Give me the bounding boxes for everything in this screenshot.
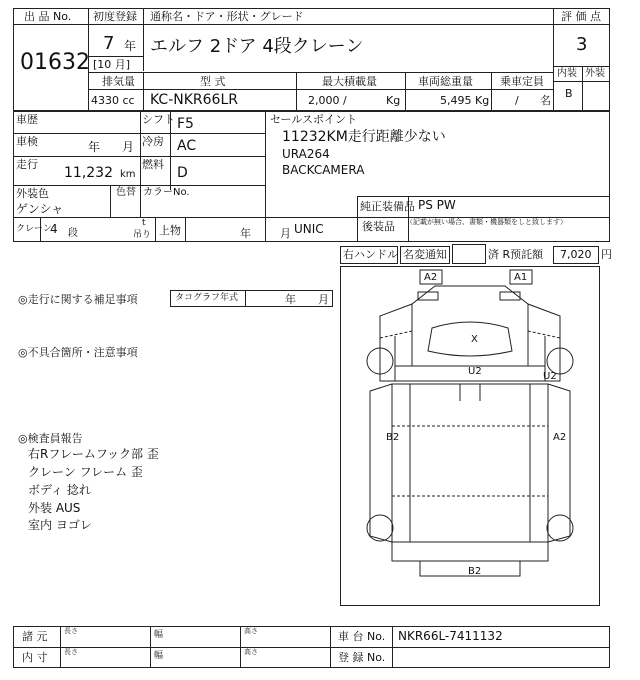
retrofit-note: （記載が無い場合、書類・機器類をしと致します） [406,218,567,226]
mark-a2-right: A2 [553,432,567,443]
capacity-label: 乗車定員 [500,75,544,88]
inspection-month: 月 [122,140,135,154]
upper-label: 上物 [159,224,181,237]
driving-notes-label: ◎走行に関する補足事項 [18,293,138,306]
color-code-label: カラーNo. [143,187,190,198]
height-label: 高さ [244,627,258,635]
tacho-year: 年 [285,293,296,306]
interior-label: 内装 [557,68,577,79]
inspector-label: ◎検査員報告 [18,432,83,445]
cargo-label: 内 寸 [22,651,48,664]
rhd-label: 右ハンドル [343,248,398,261]
grade-value: 3 [576,34,588,55]
mileage-value: 11,232 [64,165,113,181]
reg-month-value: [10 月] [93,58,131,71]
max-load-label: 最大積載量 [322,75,377,88]
height-label-2: 高さ [244,648,258,656]
crane-ton-unit-top: t [142,218,146,228]
mark-u2-front: U2 [468,366,482,377]
mark-b2-left: B2 [386,432,400,443]
equipment-label: 純正装備品 [360,200,415,213]
inspector-line-4: 外装 AUS [28,501,81,515]
crane-ton-unit-bottom: 吊り [133,230,152,240]
mark-a1-top: A1 [514,272,528,283]
retrofit-label: 後装品 [362,220,395,233]
exterior-color-value: ゲンシャ [16,202,64,216]
crane-label: クレーン [16,224,52,234]
sales-point-line-3: BACKCAMERA [282,163,365,177]
gross-weight-unit: Kg [475,94,490,107]
shift-value: F5 [177,116,194,132]
upper-month: 月 [280,227,291,240]
deposit-unit: 円 [601,248,612,261]
length-label: 長さ [64,627,78,635]
sales-point-line-1: 11232KM走行距離少ない [282,129,446,145]
color-change-label: 色替 [116,187,136,198]
inspection-year: 年 [88,140,101,154]
mark-a2-top: A2 [424,272,438,283]
inspector-line-3: ボディ 捻れ [28,483,91,497]
length-label-2: 長さ [64,648,78,656]
exterior-color-label: 外装色 [16,187,49,200]
mark-x: X [471,334,478,345]
model-value: KC-NKR66LR [150,92,238,108]
history-label: 車歴 [16,113,38,126]
inspector-line-1: 右Rフレームフック部 歪 [28,447,159,461]
displacement-value: 4330 cc [91,94,135,107]
max-load-unit: Kg [386,94,401,107]
fuel-label: 燃料 [142,158,164,171]
sales-point-line-2: URA264 [282,147,330,161]
deposit-value: 7,020 [560,248,592,261]
width-label: 幅 [154,630,164,640]
fuel-value: D [177,165,188,181]
registration-label: 登 録 No. [338,651,386,664]
reg-year-unit: 年 [124,39,137,53]
inspector-line-2: クレーン フレーム 歪 [28,465,143,479]
exterior-label: 外装 [585,68,605,79]
dims-label: 諸 元 [22,630,48,643]
crane-stage-unit: 段 [68,228,78,239]
name-label: 通称名・ドア・形状・グレード [150,10,304,23]
car-name: エルフ 2ドア 4段クレーン [150,36,364,57]
gross-weight-label: 車両総重量 [418,75,473,88]
mark-u2-right: U2 [543,371,557,382]
width-label-2: 幅 [154,651,164,661]
crane-stages: 4 [50,222,58,236]
upper-value: UNIC [294,222,324,236]
name-change-check [452,244,486,264]
grade-label: 評 価 点 [561,10,601,23]
displacement-label: 排気量 [102,75,135,88]
inspection-label: 車検 [16,135,38,148]
name-change-label: 名変通知 [403,248,447,261]
chassis-label: 車 台 No. [338,630,386,643]
max-load-value: 2,000 / [308,94,347,107]
capacity-value: / [515,94,519,107]
mileage-label: 走行 [16,158,38,171]
capacity-unit: 名 [540,94,551,107]
lot-label: 出 品 No. [24,10,72,23]
first-reg-label: 初度登録 [93,10,137,23]
tacho-label: タコグラフ年式 [175,293,239,303]
gross-weight-value: 5,495 [440,94,472,107]
defects-label: ◎不具合箇所・注意事項 [18,346,138,359]
mileage-unit: km [120,169,136,180]
reg-year-value: 7 [103,33,115,54]
ac-value: AC [177,138,197,154]
ac-label: 冷房 [142,135,164,148]
chassis-value: NKR66L-7411132 [398,629,503,643]
tacho-month: 月 [318,293,329,306]
r-check-label: 済 R预託額 [488,248,544,261]
interior-value: B [565,87,573,100]
upper-year: 年 [240,227,251,240]
inspector-line-5: 室内 ヨゴレ [28,518,92,532]
mark-b2-bottom: B2 [468,566,482,577]
equipment-value: PS PW [418,198,456,212]
sales-points-label: セールスポイント [270,113,358,126]
lot-number: 01632 [20,50,90,75]
model-label: 型 式 [200,75,226,88]
shift-label: シフト [142,113,175,126]
